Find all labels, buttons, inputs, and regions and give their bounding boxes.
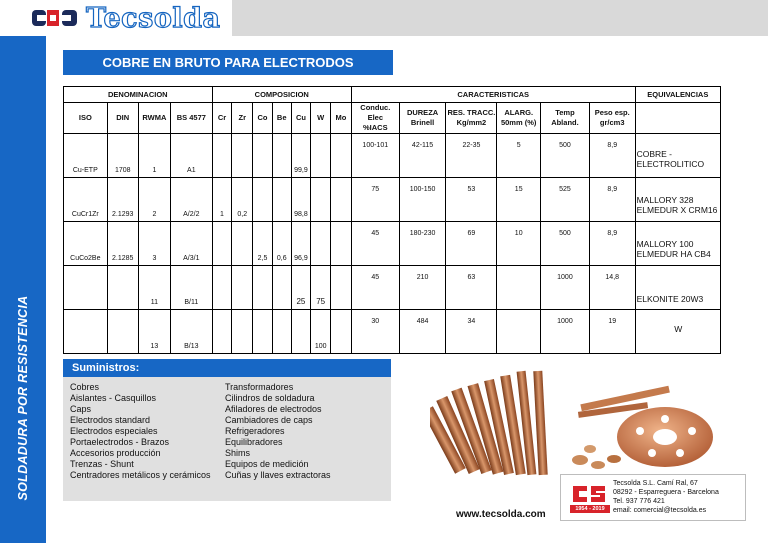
cell-equiv [635,178,720,222]
cell-iso [64,266,108,310]
cell-zr [232,134,253,178]
cell-mo [331,134,352,178]
table-row [64,178,721,222]
cell-co [253,134,273,178]
cell-temp: 525 [541,178,590,222]
cell-be [272,134,291,178]
header-alarg-line1: ALARG. [504,108,534,117]
cell-temp: 500 [541,222,590,266]
cell-cu: 96,9 [291,222,311,266]
group-caracteristicas: CARACTERISTICAS [351,87,635,103]
list-item: Aislantes - Casquillos [70,393,157,403]
header-equiv-blank [635,103,720,134]
cell-equiv [635,134,720,178]
header-dureza-line1: DUREZA [406,108,439,117]
list-item: Refrigeradores [225,426,285,436]
cell-equiv [635,266,720,310]
list-item: Caps [70,404,92,414]
cell-bs: B/11 [171,266,213,310]
cell-conduc: 100-101 [351,134,399,178]
cell-din [107,310,138,354]
cell-res: 22-35 [446,134,497,178]
cell-be [272,266,291,310]
list-item: Portaelectrodos - Brazos [70,437,170,447]
list-item: Transformadores [225,382,294,392]
copper-rods-icon [430,371,548,475]
header-peso-line1: Peso esp. [594,108,630,117]
page-title: COBRE EN BRUTO PARA ELECTRODOS [63,50,393,75]
contact-details [613,479,719,515]
table-row [64,134,721,178]
header-temp-line2: Abland. [551,118,579,127]
header-cr: Cr [212,103,232,134]
copper-table [63,86,721,354]
cell-co [253,310,273,354]
copper-disc-icon [617,407,713,467]
suministros-list-2 [225,382,331,481]
cell-cr [212,134,232,178]
header-mo: Mo [331,103,352,134]
header-rwma: RWMA [138,103,170,134]
cell-res: 34 [446,310,497,354]
header-conduc-line2: %IACS [362,123,388,132]
cell-iso: Cu-ETP [64,134,108,178]
cell-iso: CuCo2Be [64,222,108,266]
cell-rwma: 11 [138,266,170,310]
cell-bs: A1 [171,134,213,178]
cell-cr [212,222,232,266]
cell-w: 75 [311,266,331,310]
table-row [64,310,721,354]
group-equivalencias: EQUIVALENCIAS [635,87,720,103]
cell-rwma: 1 [138,134,170,178]
cell-equiv [635,222,720,266]
cell-peso: 8,9 [589,222,635,266]
header-res-line1: RES. TRACC. [447,108,496,117]
cell-be: 0,6 [272,222,291,266]
header-dureza [399,103,446,134]
cell-peso: 14,8 [589,266,635,310]
header-peso [589,103,635,134]
cell-cr [212,310,232,354]
cell-w [311,134,331,178]
equiv-line1: MALLORY 100 [636,238,694,249]
list-item: Equipos de medición [225,459,309,469]
cell-peso: 8,9 [589,178,635,222]
copper-caps-icon [572,445,621,469]
cell-alarg [497,266,541,310]
list-item: Cambiadores de caps [225,415,313,425]
website-link[interactable]: www.tecsolda.com [456,509,546,520]
header-conduc [351,103,399,134]
contact-email[interactable]: email: comercial@tecsolda.es [613,507,707,514]
tecsolda-red-logo-icon [571,482,607,506]
cell-peso: 8,9 [589,134,635,178]
cell-cr: 1 [212,178,232,222]
group-denominacion: DENOMINACION [64,87,213,103]
cell-conduc: 45 [351,266,399,310]
header-dureza-line2: Brinell [410,118,435,127]
header-alarg [497,103,541,134]
list-item: Equilibradores [225,437,283,447]
cell-conduc: 45 [351,222,399,266]
cell-mo [331,222,352,266]
table-row [64,266,721,310]
table-group-row [64,87,721,103]
cell-res: 53 [446,178,497,222]
list-item: Centradores metálicos y cerámicos [70,470,211,480]
anniversary-badge: 1954 - 2019 [570,505,610,513]
cell-iso [64,310,108,354]
contact-line: Tecsolda S.L. Camí Ral, 67 [613,480,698,487]
cell-res: 69 [446,222,497,266]
cell-mo [331,310,352,354]
cell-rwma: 13 [138,310,170,354]
table-row [64,222,721,266]
cell-w [311,222,331,266]
tecsolda-logo-mark-icon [32,7,78,29]
equiv-line2: ELECTROLITICO [636,159,705,169]
cell-rwma: 2 [138,178,170,222]
brand-logo [0,0,232,36]
cell-be [272,178,291,222]
cell-rwma: 3 [138,222,170,266]
cell-w: 100 [311,310,331,354]
cell-cu: 98,8 [291,178,311,222]
cell-co: 2,5 [253,222,273,266]
equiv-line1: COBRE - [636,149,673,159]
cell-cu: 99,9 [291,134,311,178]
cell-iso: CuCr1Zr [64,178,108,222]
cell-zr [232,266,253,310]
cell-din [107,266,138,310]
list-item: Trenzas - Shunt [70,459,134,469]
cell-temp: 1000 [541,310,590,354]
cell-cu [291,310,311,354]
brand-name: Tecsolda [86,2,221,34]
list-item: Electrodos standard [70,415,151,425]
header-temp-line1: Temp [555,108,575,117]
cell-bs: A/2/2 [171,178,213,222]
contact-line: 08292 - Esparreguera - Barcelona [613,489,719,496]
list-item: Accesorios producción [70,448,161,458]
list-item: Shims [225,448,251,458]
cell-din: 2.1293 [107,178,138,222]
list-item: Cobres [70,382,100,392]
cell-equiv [635,310,720,354]
header-res [446,103,497,134]
suministros-title: Suministros: [63,359,391,377]
header-conduc-line1: Conduc. Elec [360,103,391,122]
contact-line: Tel. 937 776 421 [613,498,665,505]
cell-cu: 25 [291,266,311,310]
equiv-line1: ELKONITE 20W3 [636,293,704,304]
cell-temp: 1000 [541,266,590,310]
cell-co [253,266,273,310]
equiv-line1: MALLORY 328 [636,194,694,205]
cell-dureza: 42-115 [399,134,446,178]
cell-w [311,178,331,222]
header-cu: Cu [291,103,311,134]
group-composicion: COMPOSICION [212,87,351,103]
cell-mo [331,178,352,222]
cell-din: 1708 [107,134,138,178]
cell-conduc: 30 [351,310,399,354]
cell-dureza: 100-150 [399,178,446,222]
cell-dureza: 180-230 [399,222,446,266]
cell-zr: 0,2 [232,178,253,222]
cell-bs: B/13 [171,310,213,354]
header-w: W [311,103,331,134]
header-zr: Zr [232,103,253,134]
cell-cr [212,266,232,310]
header-be: Be [272,103,291,134]
cell-be [272,310,291,354]
header-bs: BS 4577 [171,103,213,134]
copper-products-image [430,365,730,477]
header-res-line2: Kg/mm2 [456,118,487,127]
cell-peso: 19 [589,310,635,354]
list-item: Electrodos especiales [70,426,158,436]
suministros-list-1 [70,382,211,481]
cell-alarg: 5 [497,134,541,178]
header-iso: ISO [64,103,108,134]
cell-din: 2.1285 [107,222,138,266]
equiv-line2: ELMEDUR HA CB4 [636,248,711,259]
list-item: Cuñas y llaves extractoras [225,470,331,480]
header-peso-line2: gr/cm3 [599,118,625,127]
header-alarg-line2: 50mm (%) [500,118,537,127]
list-item: Cilindros de soldadura [225,393,315,403]
cell-bs: A/3/1 [171,222,213,266]
header-temp [541,103,590,134]
cell-conduc: 75 [351,178,399,222]
header-co: Co [253,103,273,134]
equiv-line2: ELMEDUR X CRM16 [636,204,718,215]
cell-alarg: 10 [497,222,541,266]
cell-zr [232,222,253,266]
equiv-line1: W [674,324,683,334]
cell-zr [232,310,253,354]
cell-alarg: 15 [497,178,541,222]
cell-alarg [497,310,541,354]
cell-res: 63 [446,266,497,310]
cell-mo [331,266,352,310]
table-header-row [64,103,721,134]
cell-dureza: 484 [399,310,446,354]
cell-dureza: 210 [399,266,446,310]
list-item: Afiladores de electrodos [225,404,322,414]
header-din: DIN [107,103,138,134]
cell-temp: 500 [541,134,590,178]
cell-co [253,178,273,222]
side-label: SOLDADURA POR RESISTENCIA [16,295,30,501]
